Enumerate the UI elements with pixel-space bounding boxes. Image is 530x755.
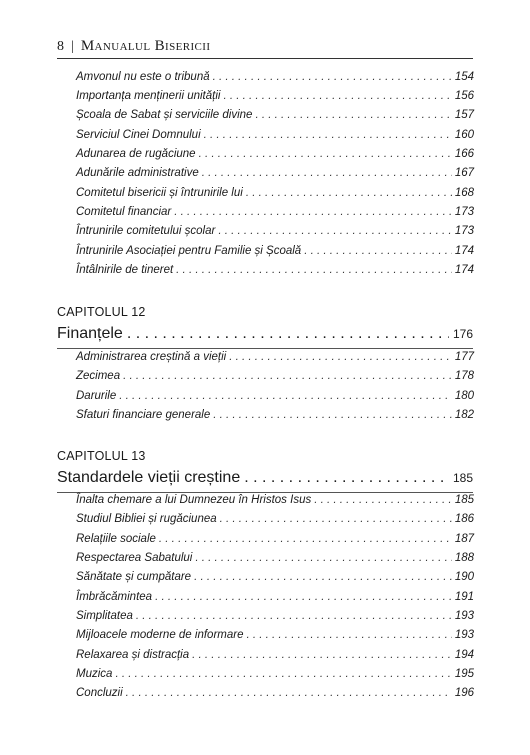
toc-entry-title: Muzica bbox=[76, 668, 113, 680]
toc-entry-title: Amvonul nu este o tribună bbox=[76, 71, 210, 83]
toc-entry[interactable] bbox=[76, 610, 474, 629]
toc-entry-page: 187 bbox=[454, 533, 474, 545]
leader-dots bbox=[123, 370, 452, 382]
header-separator: | bbox=[71, 39, 74, 54]
toc-entry-title: Relațiile sociale bbox=[76, 533, 156, 545]
chapter-title-text: Finanțele bbox=[57, 325, 123, 342]
toc-entry[interactable] bbox=[76, 571, 474, 590]
header-rule bbox=[57, 58, 473, 59]
leader-dots bbox=[155, 591, 452, 603]
toc-entry-title: Comitetul financiar bbox=[76, 206, 172, 218]
toc-entry[interactable] bbox=[76, 591, 474, 610]
leader-dots bbox=[218, 225, 451, 237]
toc-entry-page: 168 bbox=[454, 187, 474, 199]
toc-entry[interactable] bbox=[76, 264, 474, 283]
toc-entry-page: 190 bbox=[454, 571, 474, 583]
toc-entry[interactable] bbox=[76, 649, 474, 668]
leader-dots bbox=[199, 148, 452, 160]
page-number: 8 bbox=[57, 39, 64, 54]
leader-dots bbox=[244, 469, 449, 487]
toc-entry-page: 160 bbox=[454, 129, 474, 141]
chapter-rule bbox=[57, 348, 473, 349]
toc-entry[interactable] bbox=[76, 513, 474, 532]
toc-entry-page: 178 bbox=[454, 370, 474, 382]
chapter-label: CAPITOLUL 13 bbox=[57, 449, 146, 463]
toc-entry[interactable] bbox=[76, 148, 474, 167]
leader-dots bbox=[195, 552, 451, 564]
toc-entry[interactable] bbox=[76, 687, 474, 706]
toc-entry-title: Studiul Bibliei și rugăciunea bbox=[76, 513, 217, 525]
toc-entry-title: Comitetul bisericii și întrunirile lui bbox=[76, 187, 243, 199]
leader-dots bbox=[314, 494, 452, 506]
toc-entry-title: Darurile bbox=[76, 390, 117, 402]
toc-entry-title: Sănătate și cumpătare bbox=[76, 571, 192, 583]
running-title: Manualul Bisericii bbox=[80, 38, 211, 54]
toc-entry-page: 186 bbox=[454, 513, 474, 525]
toc-entry-title: Îmbrăcămintea bbox=[76, 591, 153, 603]
chapter-label: CAPITOLUL 12 bbox=[57, 305, 146, 319]
toc-entry-title: Întrunirile comitetului școlar bbox=[76, 225, 216, 237]
toc-entry[interactable] bbox=[76, 629, 474, 648]
toc-entry-page: 173 bbox=[454, 206, 474, 218]
toc-entry-title: Adunările administrative bbox=[76, 167, 199, 179]
leader-dots bbox=[255, 109, 451, 121]
leader-dots bbox=[213, 409, 452, 421]
toc-entry-title: Întâlnirile de tineret bbox=[76, 264, 174, 276]
leader-dots bbox=[202, 167, 452, 179]
toc-entry-title: Importanța menținerii unității bbox=[76, 90, 221, 102]
leader-dots bbox=[229, 351, 452, 363]
toc-entry-page: 154 bbox=[454, 71, 474, 83]
leader-dots bbox=[174, 206, 452, 218]
leader-dots bbox=[194, 571, 452, 583]
toc-entry[interactable] bbox=[76, 109, 474, 128]
chapter-page: 185 bbox=[452, 471, 473, 485]
toc-entry[interactable] bbox=[76, 390, 474, 409]
leader-dots bbox=[127, 325, 449, 343]
toc-entry-title: Zecimea bbox=[76, 370, 121, 382]
toc-entry[interactable] bbox=[76, 225, 474, 244]
toc-entry-page: 173 bbox=[454, 225, 474, 237]
toc-entry-page: 193 bbox=[454, 629, 474, 641]
toc-entry-page: 177 bbox=[454, 351, 474, 363]
toc-entry[interactable] bbox=[76, 71, 474, 90]
toc-entry[interactable] bbox=[76, 90, 474, 109]
toc-entry-title: Școala de Sabat și serviciile divine bbox=[76, 109, 253, 121]
leader-dots bbox=[220, 513, 452, 525]
toc-entry-page: 182 bbox=[454, 409, 474, 421]
toc-entry[interactable] bbox=[76, 552, 474, 571]
leader-dots bbox=[126, 687, 452, 699]
toc-entry-title: Înalta chemare a lui Dumnezeu în Hristos Isus bbox=[76, 494, 312, 506]
toc-entry[interactable] bbox=[76, 533, 474, 552]
toc-entry-page: 174 bbox=[454, 245, 474, 257]
toc-entry[interactable] bbox=[76, 668, 474, 687]
toc-entry-page: 174 bbox=[454, 264, 474, 276]
leader-dots bbox=[246, 187, 452, 199]
toc-entry-page: 196 bbox=[454, 687, 474, 699]
leader-dots bbox=[136, 610, 452, 622]
chapter-title[interactable] bbox=[57, 325, 473, 349]
toc-entry-title: Serviciul Cinei Domnului bbox=[76, 129, 201, 141]
toc-entry-title: Adunarea de rugăciune bbox=[76, 148, 196, 160]
toc-entry-page: 156 bbox=[454, 90, 474, 102]
toc-entry-title: Mijloacele moderne de informare bbox=[76, 629, 244, 641]
toc-entry-page: 193 bbox=[454, 610, 474, 622]
toc-entry-page: 191 bbox=[454, 591, 474, 603]
leader-dots bbox=[213, 71, 452, 83]
leader-dots bbox=[115, 668, 451, 680]
toc-entry[interactable] bbox=[76, 351, 474, 370]
leader-dots bbox=[176, 264, 452, 276]
chapter-rule bbox=[57, 492, 473, 493]
toc-entry-title: Respectarea Sabatului bbox=[76, 552, 193, 564]
toc-entry-page: 194 bbox=[454, 649, 474, 661]
toc-entry[interactable] bbox=[76, 409, 474, 428]
toc-entry[interactable] bbox=[76, 370, 474, 389]
toc-entry[interactable] bbox=[76, 494, 474, 513]
toc-entry[interactable] bbox=[76, 206, 474, 225]
toc-entry-page: 167 bbox=[454, 167, 474, 179]
toc-entry-page: 185 bbox=[454, 494, 474, 506]
toc-entry-title: Concluzii bbox=[76, 687, 123, 699]
page-header bbox=[57, 38, 473, 55]
leader-dots bbox=[223, 90, 451, 102]
toc-entry[interactable] bbox=[76, 129, 474, 148]
leader-dots bbox=[304, 245, 452, 257]
toc-entry[interactable] bbox=[76, 187, 474, 206]
leader-dots bbox=[159, 533, 452, 545]
chapter-page: 176 bbox=[452, 327, 473, 341]
toc-entry-page: 195 bbox=[454, 668, 474, 680]
toc-entry-page: 157 bbox=[454, 109, 474, 121]
leader-dots bbox=[246, 629, 451, 641]
leader-dots bbox=[204, 129, 452, 141]
leader-dots bbox=[119, 390, 452, 402]
toc-entry-title: Simplitatea bbox=[76, 610, 133, 622]
toc-entry-title: Relaxarea și distracția bbox=[76, 649, 190, 661]
toc-entry-page: 188 bbox=[454, 552, 474, 564]
toc-entry-title: Administrarea creștină a vieții bbox=[76, 351, 227, 363]
toc-entry-page: 180 bbox=[454, 390, 474, 402]
toc-entry[interactable] bbox=[76, 167, 474, 186]
toc-entry-title: Întrunirile Asociației pentru Familie și Școală bbox=[76, 245, 302, 257]
toc-entry[interactable] bbox=[76, 245, 474, 264]
toc-entry-page: 166 bbox=[454, 148, 474, 160]
toc-entry-title: Sfaturi financiare generale bbox=[76, 409, 211, 421]
chapter-title-text: Standardele vieții creștine bbox=[57, 469, 241, 486]
chapter-title[interactable] bbox=[57, 469, 473, 493]
leader-dots bbox=[192, 649, 452, 661]
